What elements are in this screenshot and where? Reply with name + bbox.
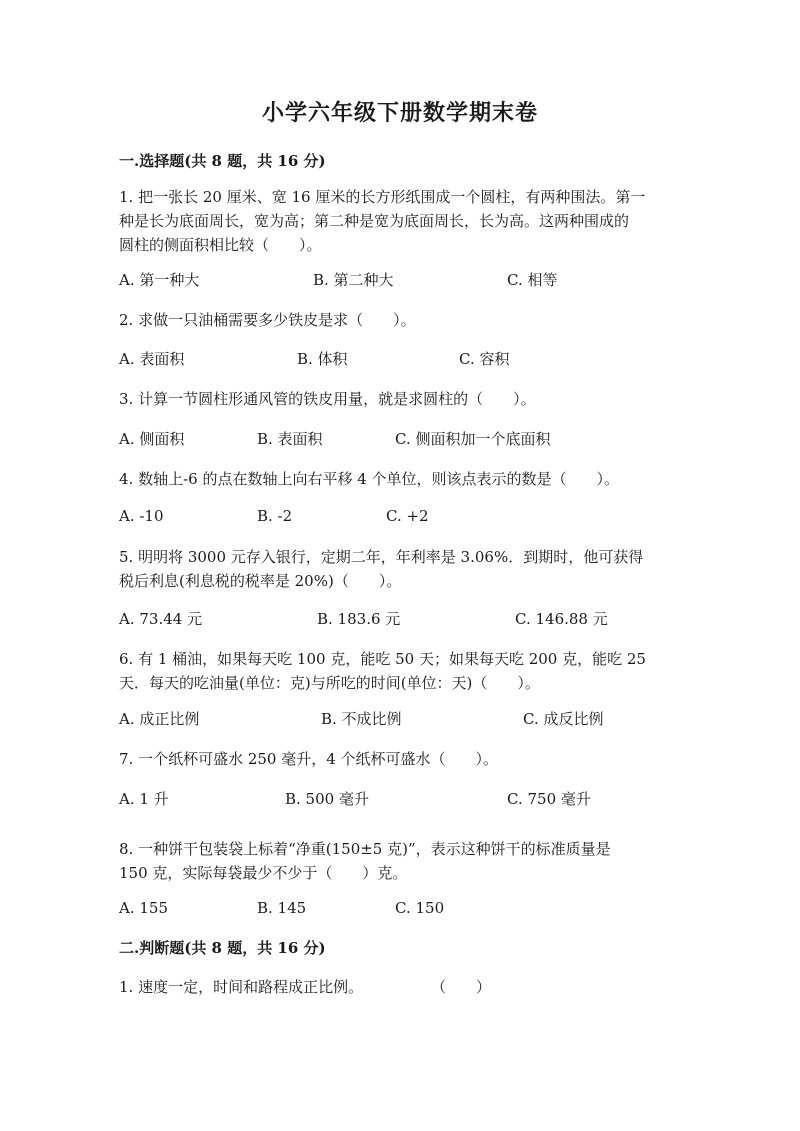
judgment-question-1-text: 1. 速度一定，时间和路程成正比例。 bbox=[119, 978, 364, 996]
question-6-line-2: 天．每天的吃油量(单位：克)与所吃的时间(单位：天)（ ）。 bbox=[119, 674, 540, 692]
question-4-option-c: C. +2 bbox=[386, 507, 429, 525]
question-8-option-c: C. 150 bbox=[395, 899, 445, 917]
question-1-line-3: 圆柱的侧面积相比较（ ）。 bbox=[119, 236, 322, 254]
question-8-line-2: 150 克，实际每袋最少不少于（ ）克。 bbox=[119, 864, 408, 882]
question-3-option-a: A. 侧面积 bbox=[119, 430, 185, 448]
question-8-option-a: A. 155 bbox=[119, 899, 168, 917]
question-1-option-c: C. 相等 bbox=[507, 271, 558, 289]
question-1-option-a: A. 第一种大 bbox=[119, 271, 200, 289]
question-7-option-c: C. 750 毫升 bbox=[507, 790, 591, 808]
question-7-option-b: B. 500 毫升 bbox=[285, 790, 369, 808]
question-2-option-c: C. 容积 bbox=[459, 350, 510, 368]
question-5-line-2: 税后利息(利息税的税率是 20%)（ ）。 bbox=[119, 572, 402, 590]
question-3-line-1: 3. 计算一节圆柱形通风管的铁皮用量，就是求圆柱的（ ）。 bbox=[119, 390, 536, 408]
question-8-line-1: 8. 一种饼干包装袋上标着“净重(150±5 克)”，表示这种饼干的标准质量是 bbox=[119, 840, 611, 858]
section-heading-judgment: 二.判断题(共 8 题，共 16 分) bbox=[119, 939, 326, 957]
question-2-option-a: A. 表面积 bbox=[119, 350, 185, 368]
question-5-option-b: B. 183.6 元 bbox=[317, 610, 401, 628]
question-2-option-b: B. 体积 bbox=[297, 350, 348, 368]
question-1-line-1: 1. 把一张长 20 厘米、宽 16 厘米的长方形纸围成一个圆柱，有两种围法。第一 bbox=[119, 188, 646, 206]
judgment-question-1-bracket: （ ） bbox=[431, 978, 492, 996]
question-8-option-b: B. 145 bbox=[257, 899, 307, 917]
question-5-option-c: C. 146.88 元 bbox=[515, 610, 608, 628]
question-4-option-a: A. -10 bbox=[119, 507, 164, 525]
question-4-line-1: 4. 数轴上-6 的点在数轴上向右平移 4 个单位，则该点表示的数是（ ）。 bbox=[119, 470, 620, 488]
question-5-line-1: 5. 明明将 3000 元存入银行，定期二年，年利率是 3.06%．到期时，他可获得 bbox=[119, 548, 644, 566]
question-5-option-a: A. 73.44 元 bbox=[119, 610, 203, 628]
question-6-line-1: 6. 有 1 桶油，如果每天吃 100 克，能吃 50 天；如果每天吃 200 克，能吃 25 bbox=[119, 650, 646, 668]
question-6-option-b: B. 不成比例 bbox=[321, 710, 402, 728]
page-title: 小学六年级下册数学期末卷 bbox=[261, 100, 538, 126]
question-2-line-1: 2. 求做一只油桶需要多少铁皮是求（ ）。 bbox=[119, 311, 416, 329]
question-1-option-b: B. 第二种大 bbox=[313, 271, 394, 289]
question-4-option-b: B. -2 bbox=[257, 507, 293, 525]
question-6-option-c: C. 成反比例 bbox=[523, 710, 604, 728]
question-7-option-a: A. 1 升 bbox=[119, 790, 169, 808]
question-3-option-c: C. 侧面积加一个底面积 bbox=[395, 430, 551, 448]
question-3-option-b: B. 表面积 bbox=[257, 430, 323, 448]
question-7-line-1: 7. 一个纸杯可盛水 250 毫升，4 个纸杯可盛水（ ）。 bbox=[119, 750, 499, 768]
question-1-line-2: 种是长为底面周长，宽为高；第二种是宽为底面周长，长为高。这两种围成的 bbox=[119, 212, 630, 230]
question-6-option-a: A. 成正比例 bbox=[119, 710, 200, 728]
section-heading-choice: 一.选择题(共 8 题，共 16 分) bbox=[119, 152, 326, 170]
